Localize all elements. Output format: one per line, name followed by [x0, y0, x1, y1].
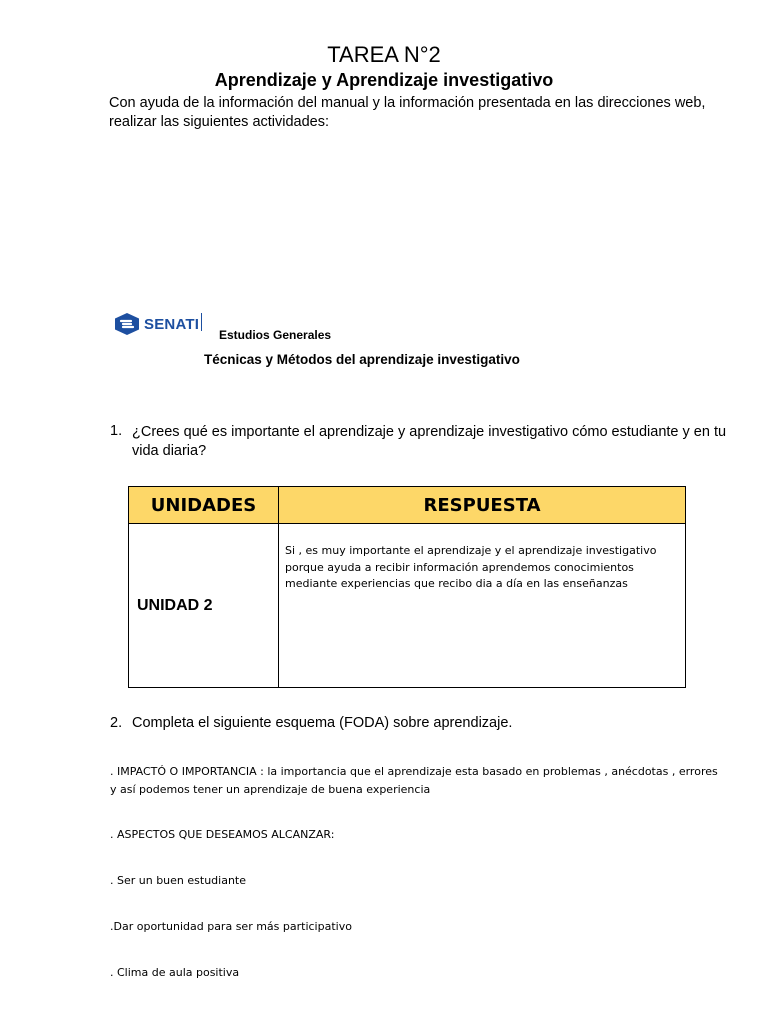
answer-table [128, 486, 686, 688]
foda-item-participation: .Dar oportunidad para ser más participativo [110, 920, 352, 933]
intro-paragraph: Con ayuda de la información del manual y la información presentada en las direcciones web, realizar las siguientes actividades: [109, 95, 706, 130]
answer-cell: Si , es muy importante el aprendizaje y el aprendizaje investigativo porque ayuda a recibir información aprendemos conocimientos mediante experiencias que recibo dia a día en las enseñanzas [279, 524, 686, 688]
question-1-text: ¿Crees qué es importante el aprendizaje y aprendizaje investigativo cómo estudiante y en tu vida diaria? [132, 424, 727, 459]
question-1-number: 1. [110, 423, 123, 439]
header-respuesta: RESPUESTA [279, 487, 686, 524]
question-2-text: Completa el siguiente esquema (FODA) sobre aprendizaje. [132, 715, 513, 731]
course-title: Técnicas y Métodos del aprendizaje investigativo [204, 352, 520, 367]
foda-item-good-student: . Ser un buen estudiante [110, 874, 247, 887]
foda-item-aspects: . ASPECTOS QUE DESEAMOS ALCANZAR: [110, 828, 335, 841]
foda-item-impact: . IMPACTÓ O IMPORTANCIA : la importancia que el aprendizaje esta basado en problemas , anécdotas , errores y así podemos tener un aprendizaje de buena experiencia [110, 765, 718, 796]
document-title: TAREA N°2 [327, 42, 441, 67]
foda-item-classroom-climate: . Clima de aula positiva [110, 966, 240, 979]
senati-logo-text: SENATI [144, 315, 200, 333]
document-subtitle: Aprendizaje y Aprendizaje investigativo [214, 70, 554, 90]
header-unidades: UNIDADES [129, 487, 279, 524]
unit-cell: UNIDAD 2 [129, 524, 279, 688]
table-header-row [129, 487, 686, 524]
logo-divider [201, 313, 202, 331]
senati-logo [114, 311, 206, 337]
department-label: Estudios Generales [219, 328, 332, 342]
question-2-number: 2. [110, 715, 123, 731]
senati-logo-icon [114, 312, 140, 336]
table-row [129, 524, 686, 688]
